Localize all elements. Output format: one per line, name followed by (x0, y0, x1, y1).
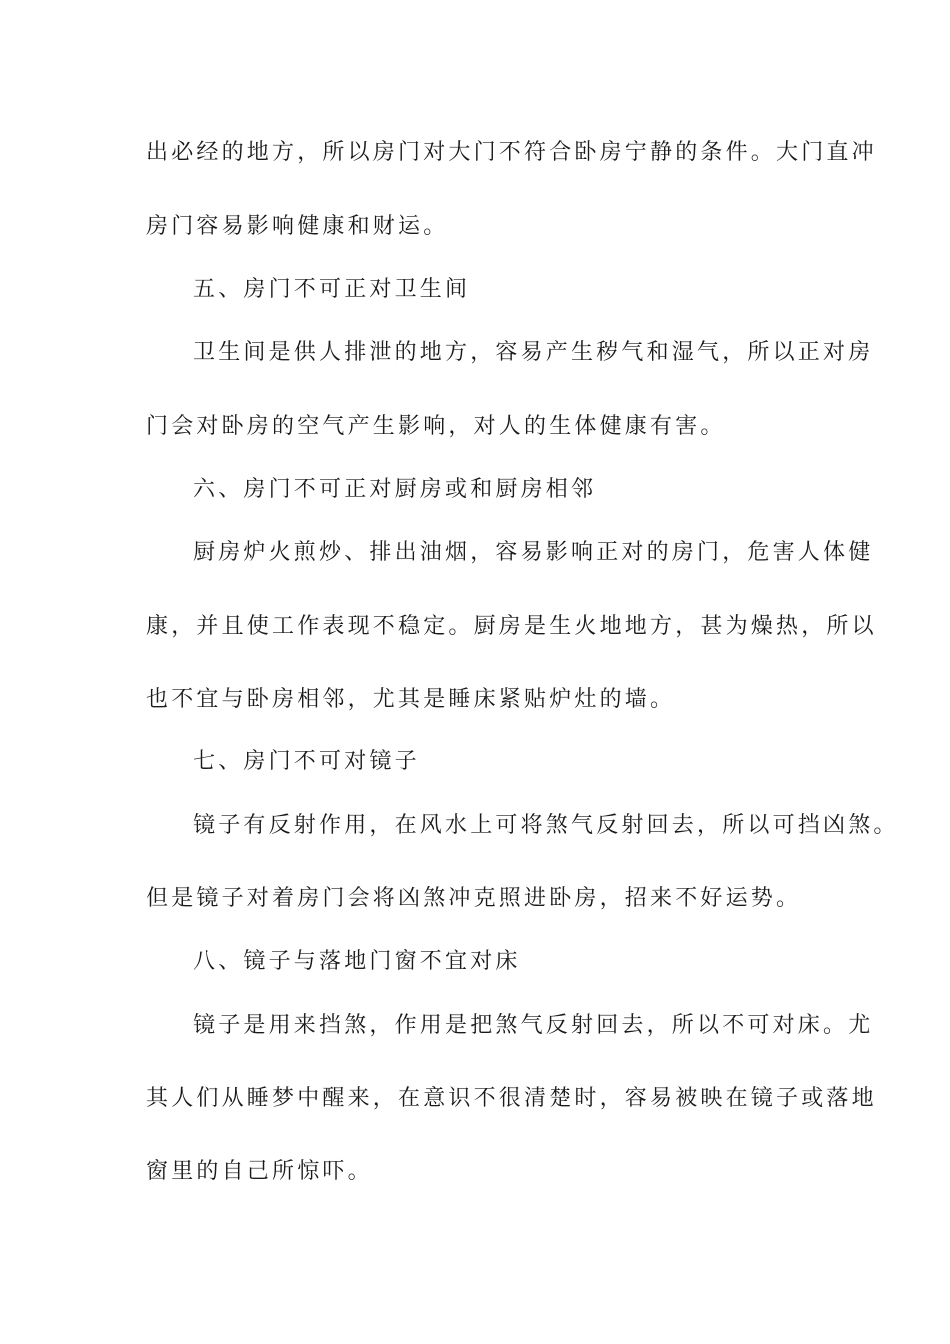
section-heading: 七、房门不可对镜子 (193, 749, 420, 774)
paragraph-line: 门会对卧房的空气产生影响，对人的生体健康有害。 (146, 414, 726, 439)
paragraph-line: 出必经的地方，所以房门对大门不符合卧房宁静的条件。大门直冲 (146, 140, 877, 165)
paragraph-line: 窗里的自己所惊吓。 (146, 1159, 373, 1184)
paragraph-line: 房门容易影响健康和财运。 (146, 214, 449, 239)
paragraph-line: 也不宜与卧房相邻，尤其是睡床紧贴炉灶的墙。 (146, 687, 676, 712)
paragraph-line: 镜子有反射作用，在风水上可将煞气反射回去，所以可挡凶煞。 (193, 813, 899, 838)
paragraph-line: 康，并且使工作表现不稳定。厨房是生火地地方，甚为燥热，所以 (146, 614, 877, 639)
section-heading: 八、镜子与落地门窗不宜对床 (193, 949, 521, 974)
section-heading: 五、房门不可正对卫生间 (193, 277, 471, 302)
paragraph-line: 但是镜子对着房门会将凶煞冲克照进卧房，招来不好运势。 (146, 886, 802, 911)
paragraph-line: 其人们从睡梦中醒来，在意识不很清楚时，容易被映在镜子或落地 (146, 1086, 877, 1111)
paragraph-line: 厨房炉火煎炒、排出油烟，容易影响正对的房门，危害人体健 (193, 540, 874, 565)
paragraph-line: 镜子是用来挡煞，作用是把煞气反射回去，所以不可对床。尤 (193, 1013, 874, 1038)
section-heading: 六、房门不可正对厨房或和厨房相邻 (193, 477, 597, 502)
paragraph-line: 卫生间是供人排泄的地方，容易产生秽气和湿气，所以正对房 (193, 340, 874, 365)
